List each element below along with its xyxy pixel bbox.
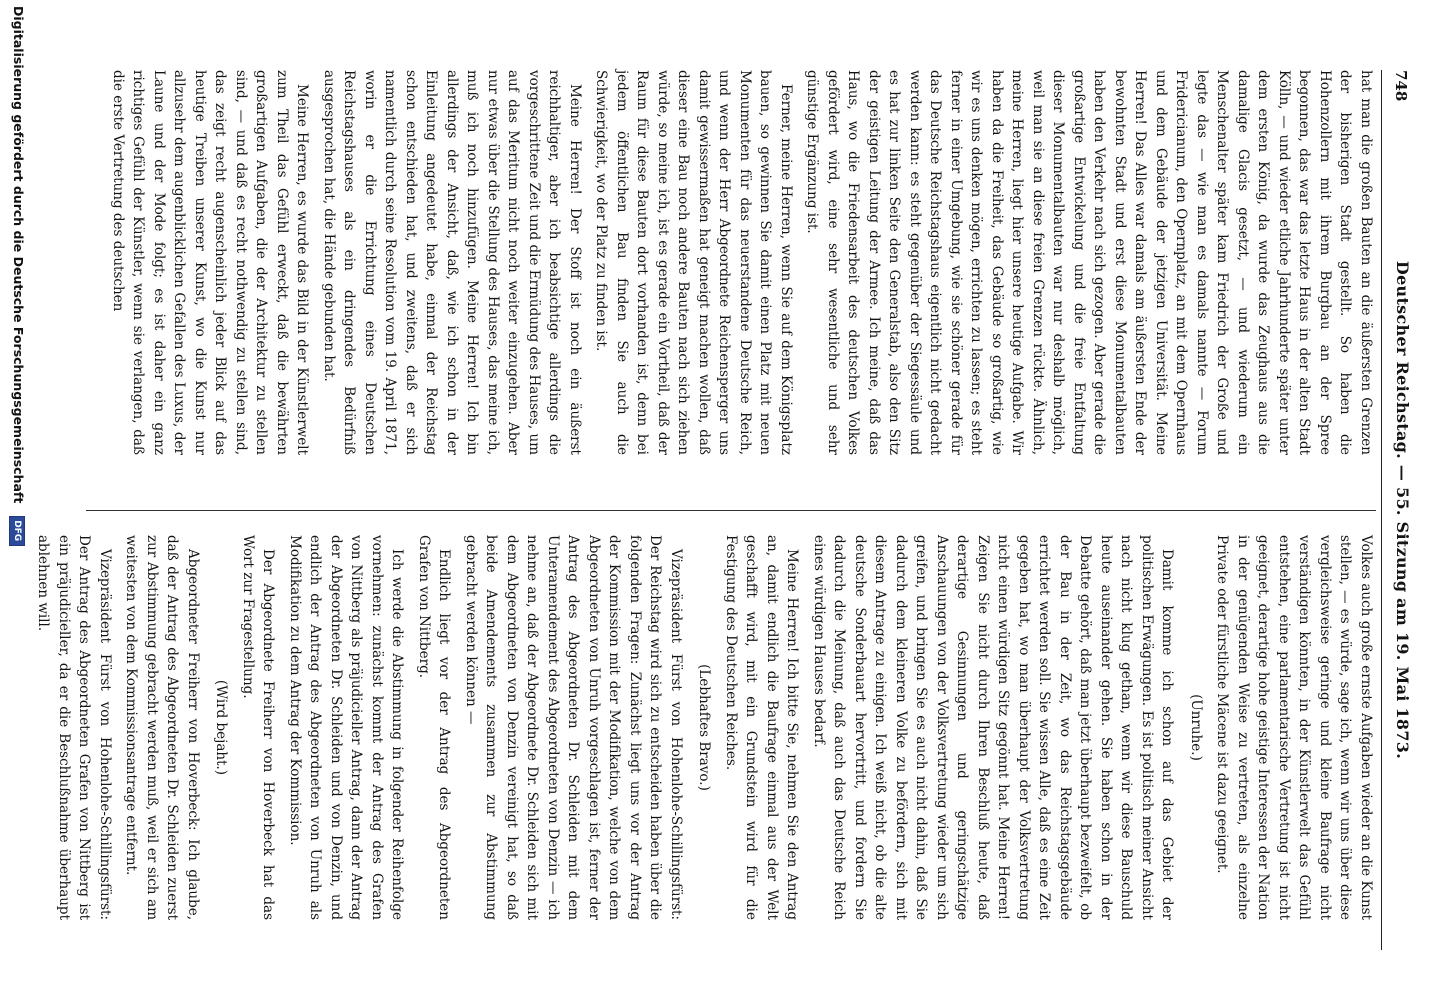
column-divider	[86, 510, 1376, 511]
paragraph: Abgeordneter Freiherr von Hoverbeck: Ich glaube, daß der Antrag des Abgeordneten Dr. Schleiden zuerst zur Abstimmung gebracht werden muß, weil er sich am weitesten von dem Kommissionsantrage entfernt.	[123, 535, 201, 920]
footer-text: Digitalisierung gefördert durch die Deutsche Forschungsgemeinschaft	[11, 6, 26, 504]
digitization-footer	[6, 6, 26, 966]
stage-direction: (Wird bejaht.)	[213, 679, 230, 776]
paragraph: Der Abgeordnete Freiherr von Hoverbeck hat das Wort zur Fragestellung.	[240, 535, 277, 920]
paragraph: Meine Herren, es wurde das Bild in der Künstlerwelt zum Theil das Gefühl erweckt, daß die bewährten großartigen Aufgaben, die der Architektur zu stellen sind, — und daß es recht nothwendig zu stellen sind, das zeigt recht augenscheinlich jeder Blick auf das heutige Treiben unserer Kunst, wo die Kunst nur allzusehr dem augenblicklichen Gefallen des Luxus, der Laune und der Mode folgt; es ist daher ein ganz richtiges Gefühl der Künstler, wenn sie verlangen, daß die erste Vertretung des deutschen	[110, 70, 311, 455]
header-rule	[1381, 70, 1382, 950]
left-column	[86, 70, 1376, 455]
paragraph: hat man die großen Bauten an die äußersten Grenzen der bisherigen Stadt gestellt. So haben die Hohenzollern mit ihrem Burgbau an der Spree begonnen, das war das letzte Haus in der alten Stadt Kölln, — und wieder etliche Jahrhunderte später unter dem ersten König, da wurde das Zeughaus aus die damalige Glacis gesetzt, — und wiederum ein Menschenalter später kam Friedrich der Große und legte das — wie man es damals nannte — Forum Fridericianum, den Opernplatz, an mit dem Opernhaus und dem Gebäude der jetzigen Universität. Meine Herren! Das Alles war damals am äußersten Ende der bewohnten Stadt und erst diese Monumentalbauten haben den Verkehr nach sich gezogen. Aber gerade die großartige Entwickelung und die freie Entfaltung dieser Monumentalbauten war nur deshalb möglich, weil man sie an diese freien Grenzen rückte. Ähnlich, meine Herren, liegt hier unsere heutige Aufgabe. Wir haben da die Freiheit, das Gebäude so großartig, wie wir es uns denken mögen, errichten zu lassen; es steht ferner in einer Umgebung, wie sie schöner gerade für das Deutsche Reichstagshaus eigentlich nicht gedacht werden kann: es steht gegenüber der Siegessäule und es hat zur linken Seite den Generalstab, also den Sitz der geistigen Leitung der Armee. Ich meine, daß das Haus, wo die Friedensarbeit des deutschen Volkes gefördert wird, eine sehr wesentliche und sehr günstige Ergänzung ist.	[804, 70, 1374, 455]
paragraph: Vizepräsident Fürst von Hohenlohe-Schillingsfürst: Der Reichstag wird sich zu entscheiden haben über die folgenden Fragen: Zunächst liegt uns vor der Antrag der Kommission mit der Modifikation, welche von dem Abgeordneten von Unruh vorgeschlagen ist, ferner der Antrag des Abgeordneten Dr. Schleiden mit dem Unteramendement des Abgeordneten von Denzin — ich nehme an, daß der Abgeordnete Dr. Schleiden sich mit dem Abgeordneten von Denzin vereinigt hat, so daß beide Amendements zusammen zur Abstimmung gebracht werden können —	[463, 535, 684, 920]
page-number: 748	[1392, 70, 1410, 102]
paragraph: Endlich liegt vor der Antrag des Abgeordneten Grafen von Nittberg.	[416, 535, 453, 920]
page-header	[1384, 70, 1414, 950]
dfg-logo: DFG	[10, 516, 26, 546]
paragraph: Damit komme ich schon auf das Gebiet der politischen Erwägungen. Es ist politisch meiner Ansicht nach nicht klug gethan, wenn wir diese Bauschuld heute auseinander gehen. Sie haben schon in der Debatte gehört, daß man jetzt überhaupt bezweifelt, ob der Bau in der Zeit, wo das Reichstagsgebäude errichtet werden soll. Sie wissen Alle, daß es eine Zeit gegeben hat, wo man überhaupt der Volksvertretung nicht einen würdigen Sitz gegönnt hat. Meine Herren! Zeigen Sie nicht durch Ihren Beschluß heute, daß derartige Gesinnungen und geringschätzige Anschauungen von der Volksvertretung wieder um sich greifen, und bringen Sie es auch nicht dahin, daß Sie dadurch dem kleineren Volke zu befördern, sich mit diesem Antrage zu einigen. Ich weiß nicht, ob die alte deutsche Sonderbauart hervortritt, und fordern Sie dadurch die Meinung, daß auch das Deutsche Reich eines würdigen Hauses bedarf.	[811, 535, 1176, 920]
stage-direction: (Lebhaftes Bravo.)	[696, 664, 713, 791]
page-title: Deutscher Reichstag. — 55. Sitzung am 19. Mai 1873.	[1393, 260, 1412, 760]
right-column	[35, 535, 1376, 920]
stage-direction: (Unruhe.)	[1188, 694, 1204, 761]
paragraph: Vizepräsident Fürst von Hohenlohe-Schillingsfürst: Der Antrag des Abgeordneten Grafen von Nittberg ist ein präjudicieller, da er die Beschlußnahme überhaupt ablehnen will.	[35, 535, 113, 920]
paragraph: Ferner, meine Herren, wenn Sie auf dem Königsplatz bauen, so gewinnen Sie damit einen Platz mit neuen Monumenten für das neuerstandene Deutsche Reich, und wenn der Herr Abgeordnete Reichensperger uns damit gewissermaßen hat geneigt machen wollen, daß dieser eine Bau noch andere Bauten nach sich ziehen würde, so meine ich, ist es gerade ein Vortheil, daß der Raum für diese Bauten dort vorhanden ist, denn bei jedem öffentlichen Bau finden Sie auch die Schwierigkeit, wo der Platz zu finden ist.	[593, 70, 794, 455]
paragraph: Ich werde die Abstimmung in folgender Reihenfolge vornehmen: zunächst kommt der Antrag des Grafen von Nittberg als präjudicieller Antrag, dann der Antrag der Abgeordneten Dr. Schleiden und von Denzin, und endlich der Antrag des Abgeordneten von Unruh als Modifikation zu dem Antrag der Kommission.	[287, 535, 406, 920]
paragraph: Meine Herren! Ich bitte Sie, nehmen Sie den Antrag an, damit endlich die Baufrage einmal aus der Welt geschafft wird, mit ein Grundstein wird für die Festigung des Deutschen Reiches.	[723, 535, 801, 920]
paragraph: Volkes auch große ernste Aufgaben wieder an die Kunst stellen, — es würde, sage ich, wenn wir uns über diese vergleichsweise geringe und kleine Baufrage nicht verständigen könnten, in der Künstlerwelt das Gefühl entstehen, eine parlamentarische Vertretung ist nicht geeignet, derartige hohe geistige Interessen der Nation in der genügenden Weise zu vertreten, als einzelne Private oder fürstliche Mäcene ist dazu geeignet.	[1214, 535, 1374, 920]
paragraph: Meine Herren! Der Stoff ist noch ein äußerst reichhaltiger, aber ich beabsichtige allerdings die vorgeschrittene Zeit und die Ermüdung des Hauses, um auf das Meritum nicht noch weiter einzugehen. Aber nur etwas über die Stellung des Hauses, das meine ich, muß ich noch hinzufügen. Meine Herren! Ich bin allerdings der Ansicht, daß, wie ich schon in der Einleitung angedeutet habe, einmal der Reichstag schon entschieden hat, und zweitens, daß er sich namentlich durch seine Resolution vom 19. April 1871, worin er die Errichtung eines Deutschen Reichstagshauses als ein dringendes Bedürfniß ausgesprochen hat, die Hände gebunden hat.	[321, 70, 583, 455]
